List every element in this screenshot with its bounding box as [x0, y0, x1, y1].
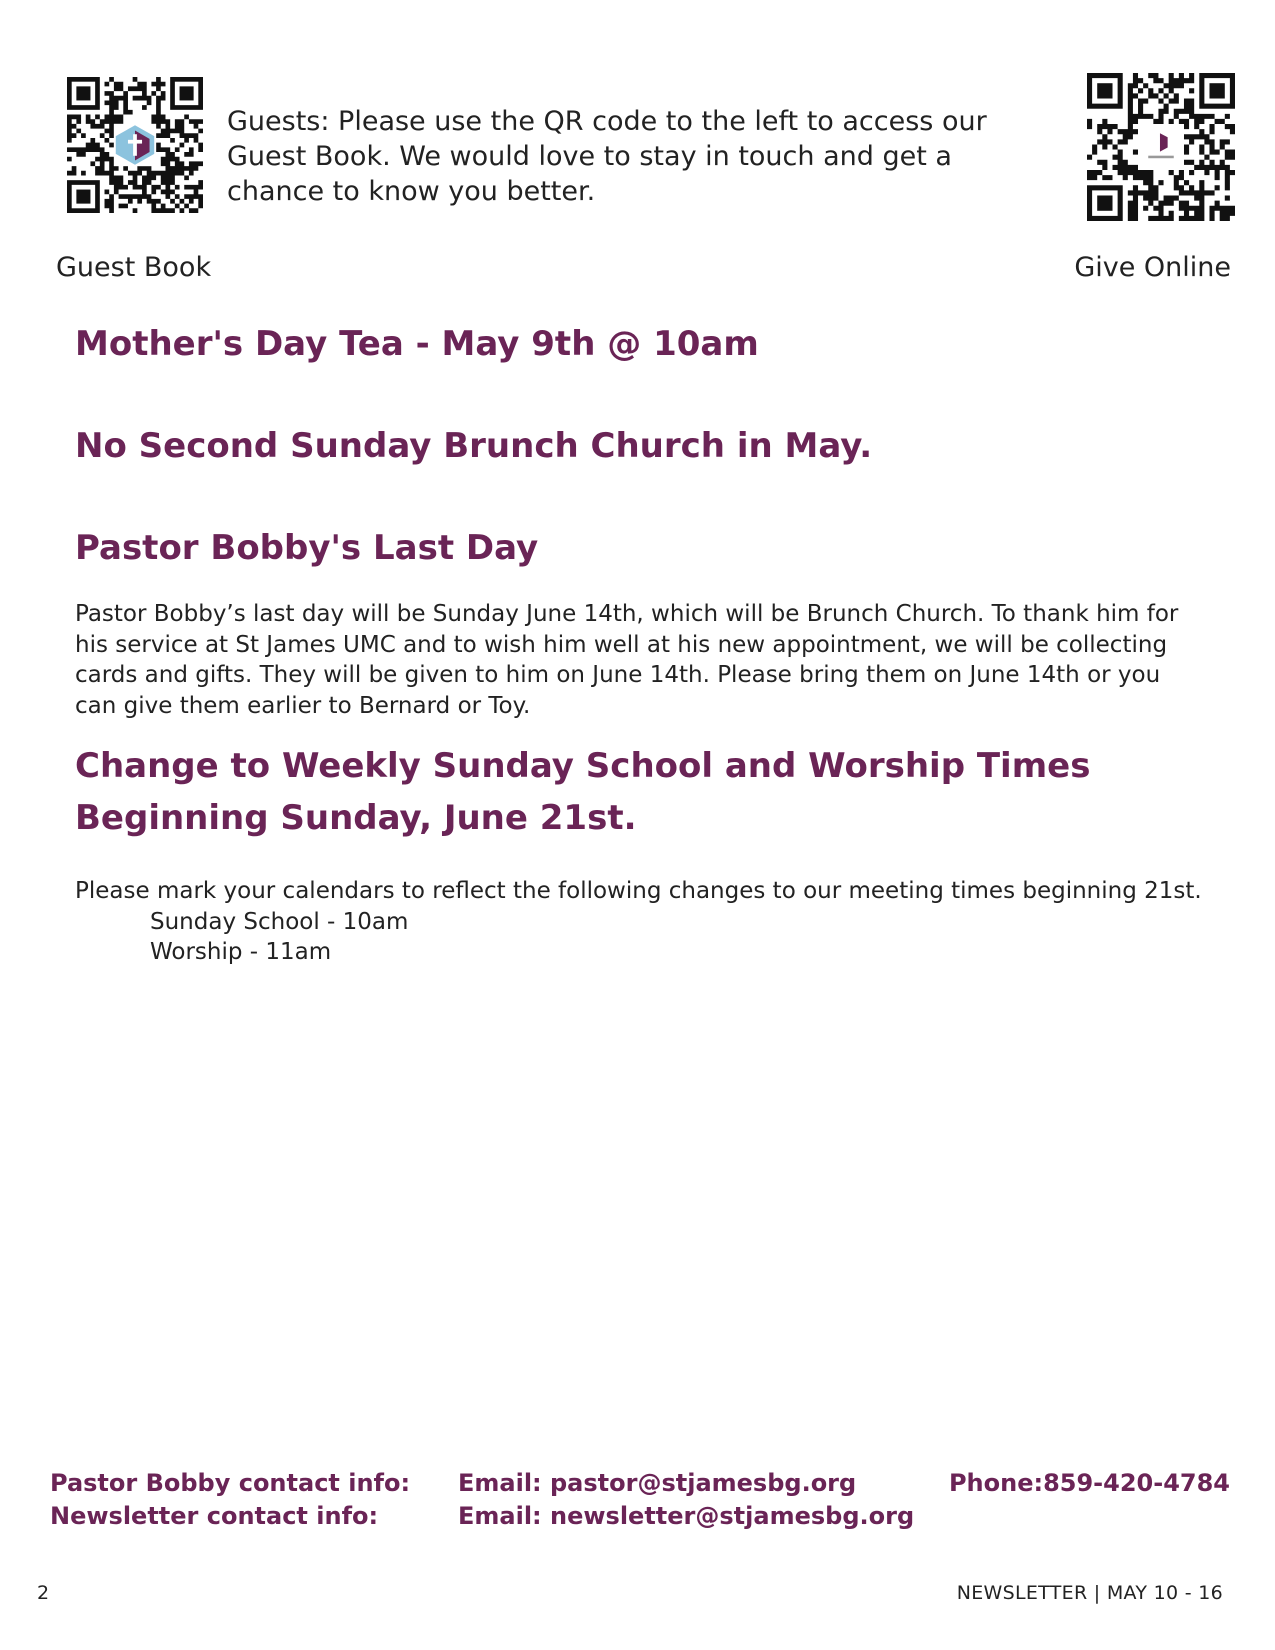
give-online-caption: Give Online: [1074, 252, 1231, 283]
no-brunch-heading: No Second Sunday Brunch Church in May.: [75, 426, 873, 466]
newsletter-email-link[interactable]: Email: newsletter@stjamesbg.org: [458, 1502, 915, 1530]
newsletter-footer-title: NEWSLETTER | MAY 10 - 16: [956, 1582, 1223, 1604]
page-number: 2: [37, 1582, 50, 1604]
pastor-contact-label: Pastor Bobby contact info:: [50, 1469, 411, 1497]
schedule-change-body: [75, 876, 1205, 968]
pastor-last-day-body: Pastor Bobby’s last day will be Sunday June 14th, which will be Brunch Church. To thank him for his service at St James UMC and to wish him well at his new appointment, we will be collecting cards and gifts. They will be given to him on June 14th. Please bring them on June 14th or you can give them earlier to Bernard or Toy.: [75, 601, 1179, 719]
give-online-qr-code-icon[interactable]: [1087, 73, 1235, 221]
schedule-change-heading-line2: Beginning Sunday, June 21st.: [75, 798, 637, 838]
schedule-change-heading-line1: Change to Weekly Sunday School and Worship Times: [75, 746, 1091, 786]
pastor-email-link[interactable]: Email: pastor@stjamesbg.org: [458, 1469, 857, 1497]
schedule-item-worship: Worship - 11am: [150, 939, 332, 965]
guest-book-qr-code-icon[interactable]: [67, 77, 203, 213]
guest-book-caption: Guest Book: [56, 252, 212, 283]
mothers-day-heading: Mother's Day Tea - May 9th @ 10am: [75, 324, 759, 364]
schedule-item-sunday-school: Sunday School - 10am: [150, 908, 409, 935]
schedule-change-intro: Please mark your calendars to reflect the following changes to our meeting times beginning 21st.: [75, 878, 1202, 904]
pastor-phone: Phone:859-420-4784: [948, 1469, 1230, 1497]
guest-note: Guests: Please use the QR code to the left to access our Guest Book. We would love to stay in touch and get a chance to know you better.: [227, 106, 987, 207]
newsletter-contact-label: Newsletter contact info:: [50, 1502, 379, 1530]
pastor-last-day-heading: Pastor Bobby's Last Day: [75, 528, 539, 568]
